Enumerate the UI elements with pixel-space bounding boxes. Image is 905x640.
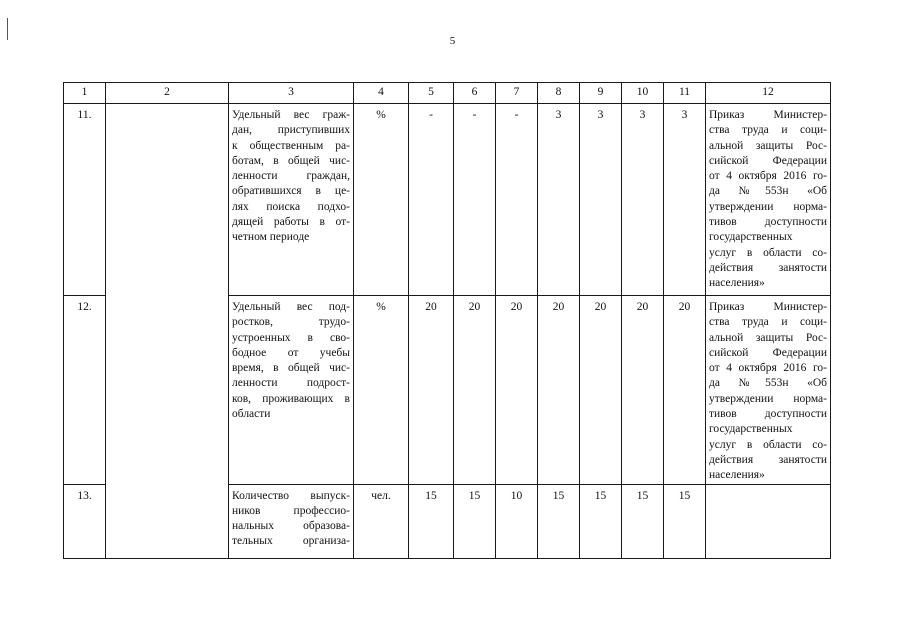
- column-header: 12: [706, 83, 831, 104]
- indicator-line: тельных организа-: [232, 535, 350, 548]
- legal-basis-line: услуг в области со-: [709, 438, 827, 451]
- indicator-line: ков, проживающих в: [232, 392, 350, 405]
- unit-cell: %: [354, 296, 409, 485]
- legal-basis-line: услуг в области со-: [709, 246, 827, 259]
- indicator-line: к общественным ра-: [232, 139, 350, 152]
- legal-basis-line: ства труда и соци-: [709, 124, 827, 137]
- column-header: 11: [664, 83, 706, 104]
- indicator-line: бодное от учебы: [232, 346, 350, 359]
- indicator-name: [229, 104, 354, 296]
- legal-basis-line: государственных: [709, 423, 793, 436]
- page-number: 5: [449, 35, 456, 47]
- legal-basis-line: действия занятости: [709, 453, 827, 466]
- program-name-cell: [106, 104, 229, 559]
- value-cell: 10: [496, 484, 538, 558]
- row-number: 12.: [64, 296, 106, 485]
- legal-basis-line: государственных: [709, 231, 793, 244]
- indicator-line: Удельный вес граж-: [232, 109, 350, 121]
- legal-basis-line: утверждении норма-: [709, 392, 827, 405]
- column-header: 9: [580, 83, 622, 104]
- legal-basis-line: населения»: [709, 277, 765, 290]
- value-cell: 15: [622, 484, 664, 558]
- column-header: 8: [538, 83, 580, 104]
- column-number-header: [64, 83, 831, 104]
- value-cell: 3: [538, 104, 580, 296]
- legal-basis-line: да №553н «Об: [709, 377, 827, 390]
- indicator-name: [229, 296, 354, 485]
- value-cell: 3: [580, 104, 622, 296]
- legal-basis-cell: [706, 104, 831, 296]
- value-cell: 20: [409, 296, 454, 485]
- legal-basis-line: от 4 октября 2016 го-: [709, 170, 827, 183]
- column-header: 2: [106, 83, 229, 104]
- unit-cell: %: [354, 104, 409, 296]
- unit-cell: чел.: [354, 484, 409, 558]
- legal-basis-line: альной защиты Рос-: [709, 331, 827, 344]
- indicator-line: лях поиска подхо-: [232, 200, 350, 213]
- column-header: 1: [64, 83, 106, 104]
- indicator-line: четном периоде: [232, 231, 310, 244]
- value-cell: 20: [622, 296, 664, 485]
- row-number: 13.: [64, 484, 106, 558]
- value-cell: 15: [580, 484, 622, 558]
- indicator-line: Количество выпуск-: [232, 489, 350, 502]
- indicator-name: [229, 484, 354, 558]
- value-cell: 20: [580, 296, 622, 485]
- column-header: 5: [409, 83, 454, 104]
- column-header: 3: [229, 83, 354, 104]
- legal-basis-line: Приказ Министер-: [709, 109, 827, 121]
- value-cell: 3: [622, 104, 664, 296]
- indicator-line: ботам, в общей чис-: [232, 154, 350, 167]
- legal-basis-line: Приказ Министер-: [709, 301, 827, 313]
- value-cell: 20: [454, 296, 496, 485]
- value-cell: 20: [538, 296, 580, 485]
- value-cell: 20: [496, 296, 538, 485]
- indicator-line: ленности подрост-: [232, 377, 350, 390]
- legal-basis-line: от 4 октября 2016 го-: [709, 362, 827, 375]
- legal-basis-line: ства труда и соци-: [709, 316, 827, 329]
- column-header: 10: [622, 83, 664, 104]
- column-header: 7: [496, 83, 538, 104]
- column-header: 6: [454, 83, 496, 104]
- indicator-line: Удельный вес под-: [232, 301, 350, 313]
- indicator-line: дан, приступивших: [232, 124, 350, 137]
- legal-basis-cell: [706, 296, 831, 485]
- column-header: 4: [354, 83, 409, 104]
- legal-basis-cell: [706, 484, 831, 558]
- value-cell: -: [409, 104, 454, 296]
- value-cell: 15: [409, 484, 454, 558]
- legal-basis-line: да №553н «Об: [709, 185, 827, 198]
- value-cell: -: [454, 104, 496, 296]
- value-cell: 15: [664, 484, 706, 558]
- indicator-line: обратившихся в це-: [232, 185, 350, 198]
- indicator-line: устроенных в сво-: [232, 331, 350, 344]
- legal-basis-line: утверждении норма-: [709, 200, 827, 213]
- table-row: [64, 104, 831, 296]
- indicator-line: нальных образова-: [232, 520, 350, 533]
- legal-basis-line: действия занятости: [709, 261, 827, 274]
- indicators-table: [63, 82, 831, 559]
- value-cell: -: [496, 104, 538, 296]
- legal-basis-line: тивов доступности: [709, 408, 827, 421]
- legal-basis-line: населения»: [709, 469, 765, 482]
- legal-basis-line: тивов доступности: [709, 216, 827, 229]
- indicator-line: дящей работы в от-: [232, 216, 350, 229]
- value-cell: 15: [538, 484, 580, 558]
- indicator-line: ников профессио-: [232, 504, 350, 517]
- indicator-line: время, в общей чис-: [232, 362, 350, 375]
- value-cell: 3: [664, 104, 706, 296]
- indicator-line: области: [232, 408, 271, 421]
- row-number: 11.: [64, 104, 106, 296]
- legal-basis-line: сийской Федерации: [709, 346, 827, 359]
- legal-basis-line: альной защиты Рос-: [709, 139, 827, 152]
- legal-basis-line: сийской Федерации: [709, 154, 827, 167]
- value-cell: 20: [664, 296, 706, 485]
- indicator-line: ленности граждан,: [232, 170, 350, 183]
- indicator-line: ростков, трудо-: [232, 316, 350, 329]
- value-cell: 15: [454, 484, 496, 558]
